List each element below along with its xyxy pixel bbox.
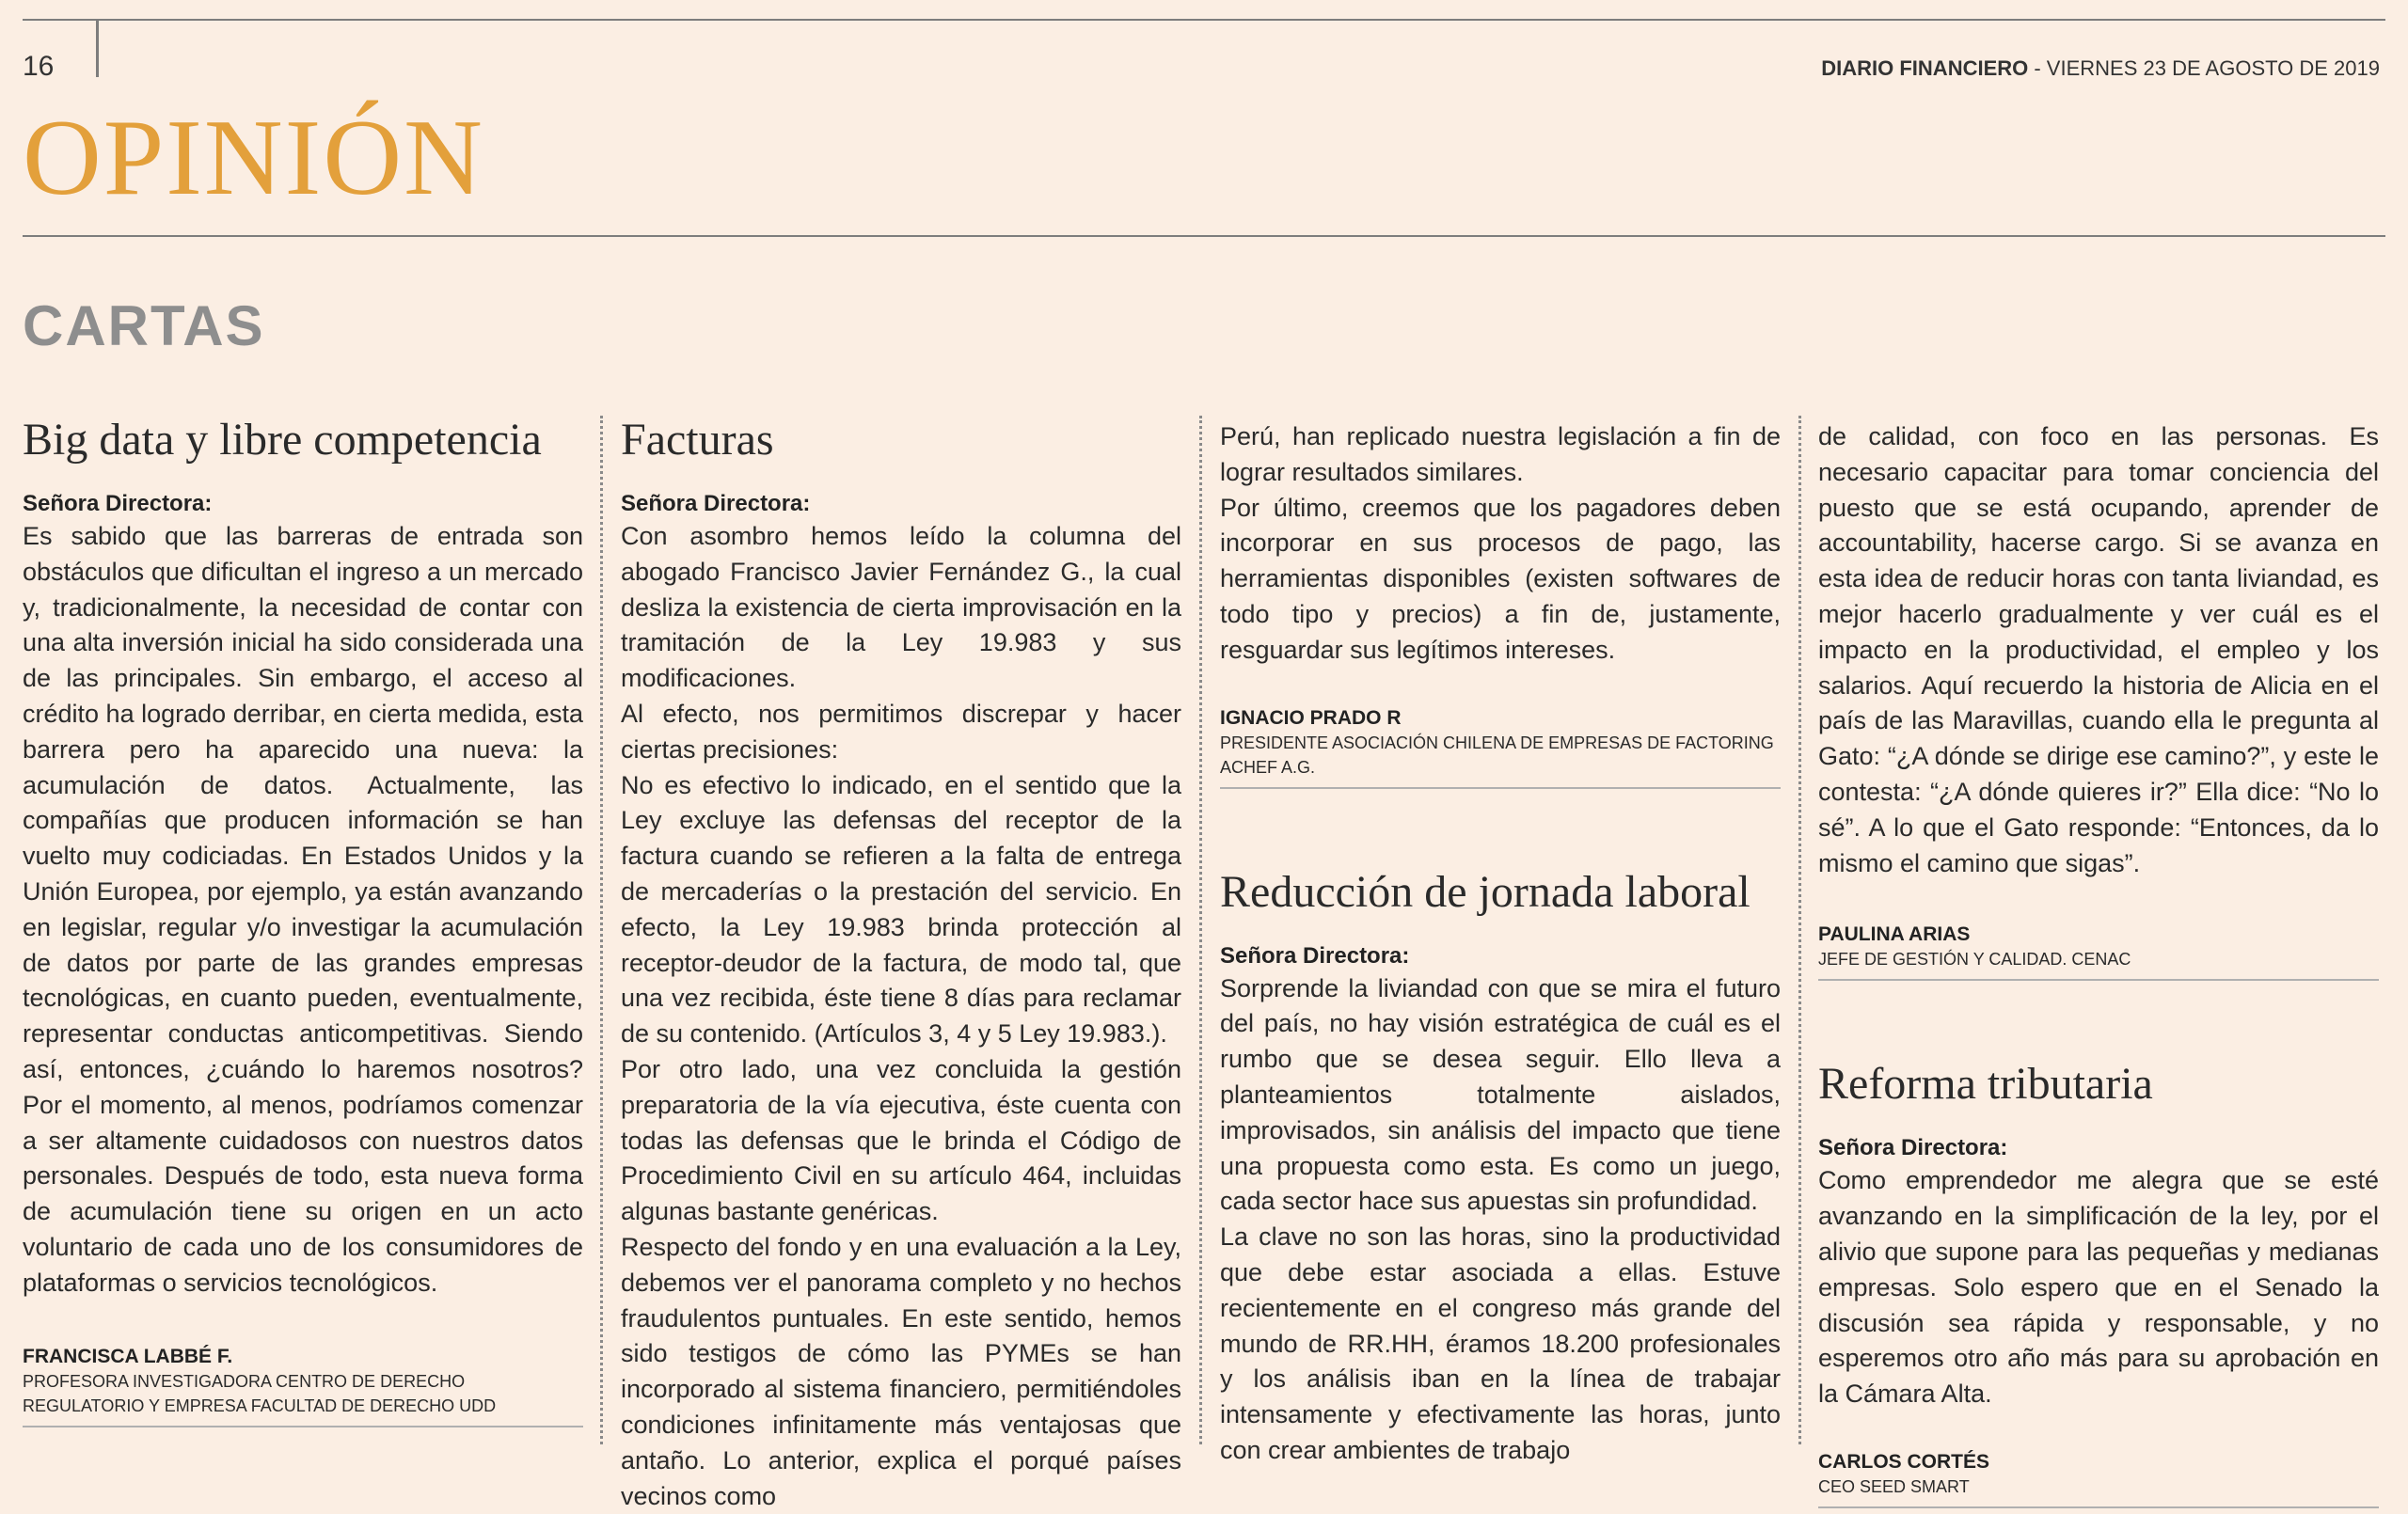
- letter-paragraph: Al efecto, nos permitimos discrepar y hacer ciertas precisiones:: [621, 699, 1181, 764]
- letter-paragraph: La clave no son las horas, sino la productividad que debe estar asociada a ellas. Estuve recientemente en el congreso más grande del mundo de RR.HH, éramos 18.200 profesionales y los análisis iban en la línea de trabajar intensamente y efectivamente las horas, junto con crear ambientes de trabajo: [1220, 1222, 1781, 1464]
- paper-name: DIARIO FINANCIERO: [1821, 56, 2029, 80]
- letter-salutation: Señora Directora:: [1818, 1135, 2008, 1161]
- signature-name: PAULINA ARIAS: [1818, 923, 1971, 946]
- letter-headline: Big data y libre competencia: [23, 415, 542, 465]
- masthead: [1821, 56, 2380, 81]
- signature-name: FRANCISCA LABBÉ F.: [23, 1345, 233, 1367]
- signature-rule: [23, 1426, 583, 1427]
- letter-paragraph: Con asombro hemos leído la columna del abogado Francisco Javier Fernández G., la cual desliza la existencia de cierta improvisación en la tramitación de la Ley 19.983 y sus modificaciones.: [621, 522, 1181, 693]
- signature-name: CARLOS CORTÉS: [1818, 1450, 1990, 1473]
- column-1: [23, 414, 583, 1444]
- letter-salutation: Señora Directora:: [621, 491, 811, 516]
- letter-headline: Facturas: [621, 415, 774, 465]
- column-divider: [600, 416, 603, 1444]
- signature-role: CEO SEED SMART: [1818, 1476, 1970, 1496]
- letter-headline: Reforma tributaria: [1818, 1059, 2153, 1110]
- page-number: 16: [23, 51, 55, 82]
- letter-body: [1220, 971, 1781, 1469]
- letter-body: [1818, 1163, 2379, 1412]
- letter-paragraph: Es sabido que las barreras de entrada son obstáculos que dificultan el ingreso a un mercado y, tradicionalmente, la necesidad de contar con una alta inversión inicial ha sido considerada una de las principales. Sin embargo, el acceso al crédito ha logrado derribar, en cierta medida, esta barrera pero ha aparecido una nueva: la acumulación de datos. Actualmente, las compañías que producen información se han vuelto muy codiciadas. En Estados Unidos y la Unión Europea, por ejemplo, ya están avanzando en legislar, regular y/o investigar la acumulación de datos por parte de las grandes empresas tecnológicas, en cuanto pueden, eventualmente, representar conductas anticompetitivas. Siendo así, entonces, ¿cuándo lo haremos nosotros? Por el momento, al menos, podríamos comenzar a ser altamente cuidadosos con nuestros datos personales. Después de todo, esta nueva forma de acumulación tiene su origen en un acto voluntario de cada uno de los consumidores de plataformas o servicios tecnológicos.: [23, 522, 583, 1297]
- signature-rule: [1818, 1506, 2379, 1508]
- letter-paragraph: Por otro lado, una vez concluida la gestión preparatoria de la vía ejecutiva, éste cuenta con todas las defensas que le brinda el Código de Procedimiento Civil en su artículo 464, incluidas algunas bastante genéricas.: [621, 1054, 1181, 1226]
- section-rule: [23, 235, 2385, 237]
- letter-body-continued: [1818, 419, 2379, 881]
- signature-role: PROFESORA INVESTIGADORA CENTRO DE DERECHO REGULATORIO Y EMPRESA FACULTAD DE DERECHO UDD: [23, 1371, 497, 1415]
- letter-salutation: Señora Directora:: [1220, 942, 1410, 969]
- letter-paragraph: No es efectivo lo indicado, en el sentido que la Ley excluye las defensas del receptor de la factura cuando se refieren a la falta de entrega de mercaderías o la prestación del servicio. En efecto, la Ley 19.983 brinda protección al receptor-deudor de la factura, de modo tal, que una vez recibida, éste tiene 8 días para reclamar de su contenido. (Artículos 3, 4 y 5 Ley 19.983.).: [621, 770, 1181, 1049]
- signature-role: JEFE DE GESTIÓN Y CALIDAD. CENAC: [1818, 950, 2131, 970]
- subsection-title: CARTAS: [23, 294, 265, 357]
- column-3: [1220, 419, 1781, 1464]
- signature-role: PRESIDENTE ASOCIACIÓN CHILENA DE EMPRESAS DE FACTORING ACHEF A.G.: [1220, 733, 1774, 777]
- column-2: [621, 414, 1181, 1510]
- column-divider: [1199, 416, 1202, 1444]
- letter-paragraph: Sorprende la liviandad con que se mira el futuro del país, no hay visión estratégica de cuál es el rumbo que se desea seguir. Ello lleva a planteamientos totalmente aislados, improvisados, sin análisis del impacto que tiene una propuesta como esta. Es como un juego, cada sector hace sus apuestas sin profundidad.: [1220, 973, 1781, 1216]
- letter-paragraph: Perú, han replicado nuestra legislación a fin de lograr resultados similares.: [1220, 422, 1781, 486]
- section-title: OPINIÓN: [23, 98, 484, 218]
- letter-salutation: Señora Directora:: [23, 491, 213, 516]
- signature-name: IGNACIO PRADO R: [1220, 706, 1402, 729]
- letter-paragraph: de calidad, con foco en las personas. Es necesario capacitar para tomar conciencia del puesto que se está ocupando, aprender de accountability, hacerse cargo. Si se avanza en esta idea de reducir horas con tanta liviandad, es mejor hacerlo gradualmente y ver cuál es el impacto en la productividad, el empleo y los salarios. Aquí recuerdo la historia de Alicia en el país de las Maravillas, cuando ella le pregunta al Gato: “¿A dónde se dirige ese camino?”, y este le contesta: “¿A dónde quieres ir?” Ella dice: “No lo sé”. A lo que el Gato responde: “Entonces, da lo mismo el camino que sigas”.: [1818, 422, 2379, 877]
- top-rule: [23, 19, 2385, 21]
- letter-headline: Reducción de jornada laboral: [1220, 866, 1751, 917]
- column-4: [1818, 419, 2379, 1496]
- date-line: - VIERNES 23 DE AGOSTO DE 2019: [2028, 56, 2380, 80]
- letter-paragraph: Por último, creemos que los pagadores deben incorporar en sus procesos de pago, las herramientas disponibles (existen softwares de todo tipo y precios) a fin de, justamente, resguardar sus legítimos intereses.: [1220, 493, 1781, 664]
- letter-paragraph: Respecto del fondo y en una evaluación a la Ley, debemos ver el panorama completo y no hechos fraudulentos puntuales. En este sentido, hemos sido testigos de cómo las PYMEs se han incorporado al sistema financiero, permitiéndoles condiciones infinitamente más ventajosas que antaño. Lo anterior, explica el porqué países vecinos como: [621, 1232, 1181, 1510]
- letter-body: [23, 519, 583, 1301]
- letter-body: [621, 519, 1181, 1514]
- column-divider: [1798, 416, 1801, 1444]
- letter-paragraph: Como emprendedor me alegra que se esté avanzando en la simplificación de la ley, por el alivio que supone para las pequeñas y medianas empresas. Solo espero que en el Senado la discusión sea rápida y responsable, y no esperemos otro año más para su aprobación en la Cámara Alta.: [1818, 1166, 2379, 1409]
- page-tick: [96, 21, 99, 77]
- letter-body-continued: [1220, 419, 1781, 669]
